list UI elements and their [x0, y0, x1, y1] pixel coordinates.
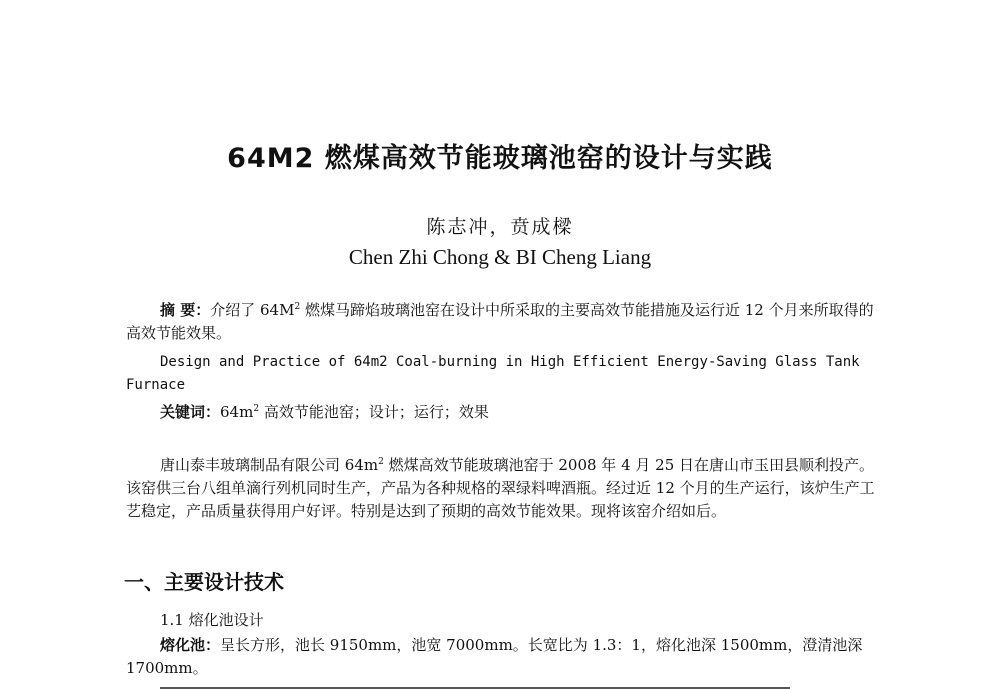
abstract-english: [126, 351, 878, 397]
keywords-sup: 2: [253, 404, 260, 414]
authors-english: Chen Zhi Chong & BI Cheng Liang: [348, 245, 652, 269]
abstract-sup: 2: [294, 302, 301, 312]
subsection-heading: 1.1 熔化池设计: [160, 611, 264, 629]
melting-paragraph: [126, 634, 878, 680]
keywords: [126, 401, 878, 424]
melting-label: 熔化池：: [160, 636, 221, 654]
intro-text-a: 唐山泰丰玻璃制品有限公司 64m: [160, 456, 379, 474]
keywords-text-a: 64m: [220, 403, 254, 421]
authors-chinese: 陈志冲，贲成樑: [426, 216, 574, 238]
intro-sup: 2: [378, 457, 384, 467]
abstract-label: 摘 要：: [160, 301, 211, 319]
abstract-text-a: 介绍了 64M: [210, 301, 295, 319]
paper-title: 64M2 燃煤高效节能玻璃池窑的设计与实践: [227, 143, 773, 174]
keywords-text-b: 高效节能池窑；设计；运行；效果: [259, 403, 489, 421]
abstract-english-text: Design and Practice of 64m2 Coal-burning in High Efficient Energy-Saving Glass Tank Furnace: [126, 354, 860, 393]
abstract-text-b: 燃煤马蹄焰玻璃池窑在设计中所采取的主要高效节能措施及运行近 12 个月来所取得的高效节能效果。: [126, 301, 874, 342]
intro-text-b: 燃煤高效节能玻璃池窑于 2008 年 4 月 25 日在唐山市玉田县顺利投产。该窑供三台八组单滴行列机同时生产，产品为各种规格的翠绿料啤酒瓶。经过近 12 个月的生产运行，该炉生产工艺稳定，产品质量获得用户好评。特别是达到了预期的高效节能效果。现将该窑介绍如后。: [126, 456, 875, 520]
section-heading: 一、主要设计技术: [124, 570, 284, 594]
keywords-label: 关键词：: [160, 403, 221, 421]
melting-text: 呈长方形，池长 9150mm，池宽 7000mm。长宽比为 1.3：1，熔化池深 1500mm，澄清池深 1700mm。: [126, 636, 863, 677]
abstract-chinese: [126, 299, 878, 345]
cut-off-text-line: [126, 682, 878, 689]
intro-paragraph: [126, 454, 878, 523]
